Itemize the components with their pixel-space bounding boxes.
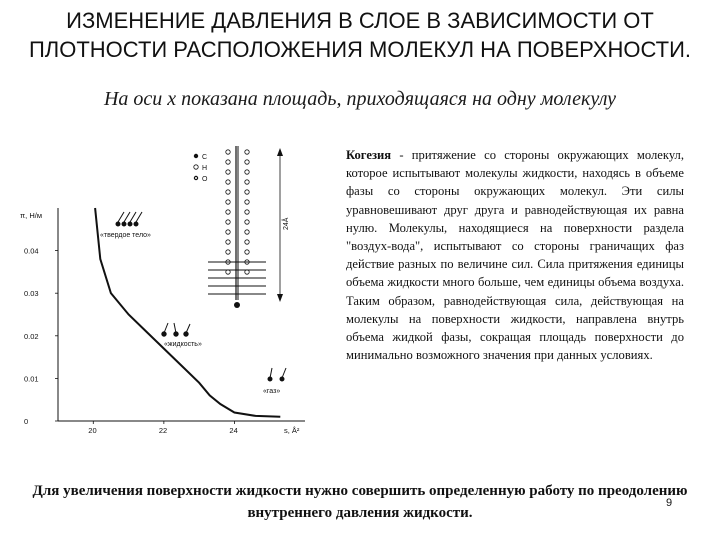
pressure-curve xyxy=(95,208,280,417)
y-tick-label: 0.02 xyxy=(24,331,39,341)
phase-gas-label: «газ» xyxy=(263,388,281,395)
y-tick-label: 0.04 xyxy=(24,246,39,256)
pressure-area-figure xyxy=(18,138,318,438)
y-tick-label: 0.03 xyxy=(24,289,39,299)
length-label: 24Å xyxy=(283,217,290,230)
gas-phase-molecules-icon xyxy=(268,368,286,381)
x-ticks xyxy=(88,421,237,435)
cohesion-description xyxy=(346,146,684,364)
molecule-stack xyxy=(208,146,266,308)
liquid-phase-molecules-icon xyxy=(162,323,190,336)
slide-title: ИЗМЕНЕНИЕ ДАВЛЕНИЯ В СЛОЕ В ЗАВИСИМОСТИ ОТ ПЛОТНОСТИ РАСПОЛОЖЕНИЯ МОЛЕКУЛ НА ПОВЕРХНОСТИ. xyxy=(28,8,692,62)
page-number: 9 xyxy=(666,497,673,509)
x-tick-label: 22 xyxy=(158,426,168,435)
legend-hydrogen: H xyxy=(202,165,208,172)
x-axis-unit: s, Å² xyxy=(284,426,300,435)
x-tick-label: 24 xyxy=(229,426,238,435)
legend-oxygen: O xyxy=(202,176,208,183)
atom-legend xyxy=(194,154,208,183)
x-tick-label: 20 xyxy=(88,426,97,435)
solid-phase-molecules-icon xyxy=(116,212,142,226)
legend-carbon: C xyxy=(202,154,208,161)
cohesion-definition: - притяжение со стороны окружающих молекул, которое испытывают молекулы жидкости, находясь в объеме фазы со стороны окружающих молекул. Эти силы уравновешивают друг друга и равнодействующая их равна нулю. Молекулы, находящиеся на поверхности раздела "воздух-вода", испытывают со стороны граничащих фаз действие разных по величине сил. Сила притяжения единицы объема жидкости много больше, чем единицы объема воздуха. Таким образом, равнодействующая сила, действующая на молекулы на поверхности жидкости, направлена внутрь объема жидкой фазы, сокращая площадь поверхности до минимально возможного значения при данных условиях. xyxy=(346,148,684,363)
footer-statement: Для увеличения поверхности жидкости нужно совершить определенную работу по преодолению внутреннего давления жидкости. xyxy=(32,483,688,521)
y-tick-label: 0 xyxy=(24,417,29,426)
molecule-length-arrow xyxy=(277,148,290,302)
y-tick-label: 0.01 xyxy=(24,374,39,384)
phase-liquid-label: «жидкость» xyxy=(164,341,202,348)
term-cohesion: Когезия xyxy=(346,148,392,162)
y-axis-label: π, Н/м xyxy=(20,211,42,220)
slide-subtitle: На оси х показана площадь, приходящаяся на одну молекулу xyxy=(103,88,617,110)
phase-solid-label: «твердое тело» xyxy=(100,232,151,239)
y-ticks xyxy=(24,247,58,426)
